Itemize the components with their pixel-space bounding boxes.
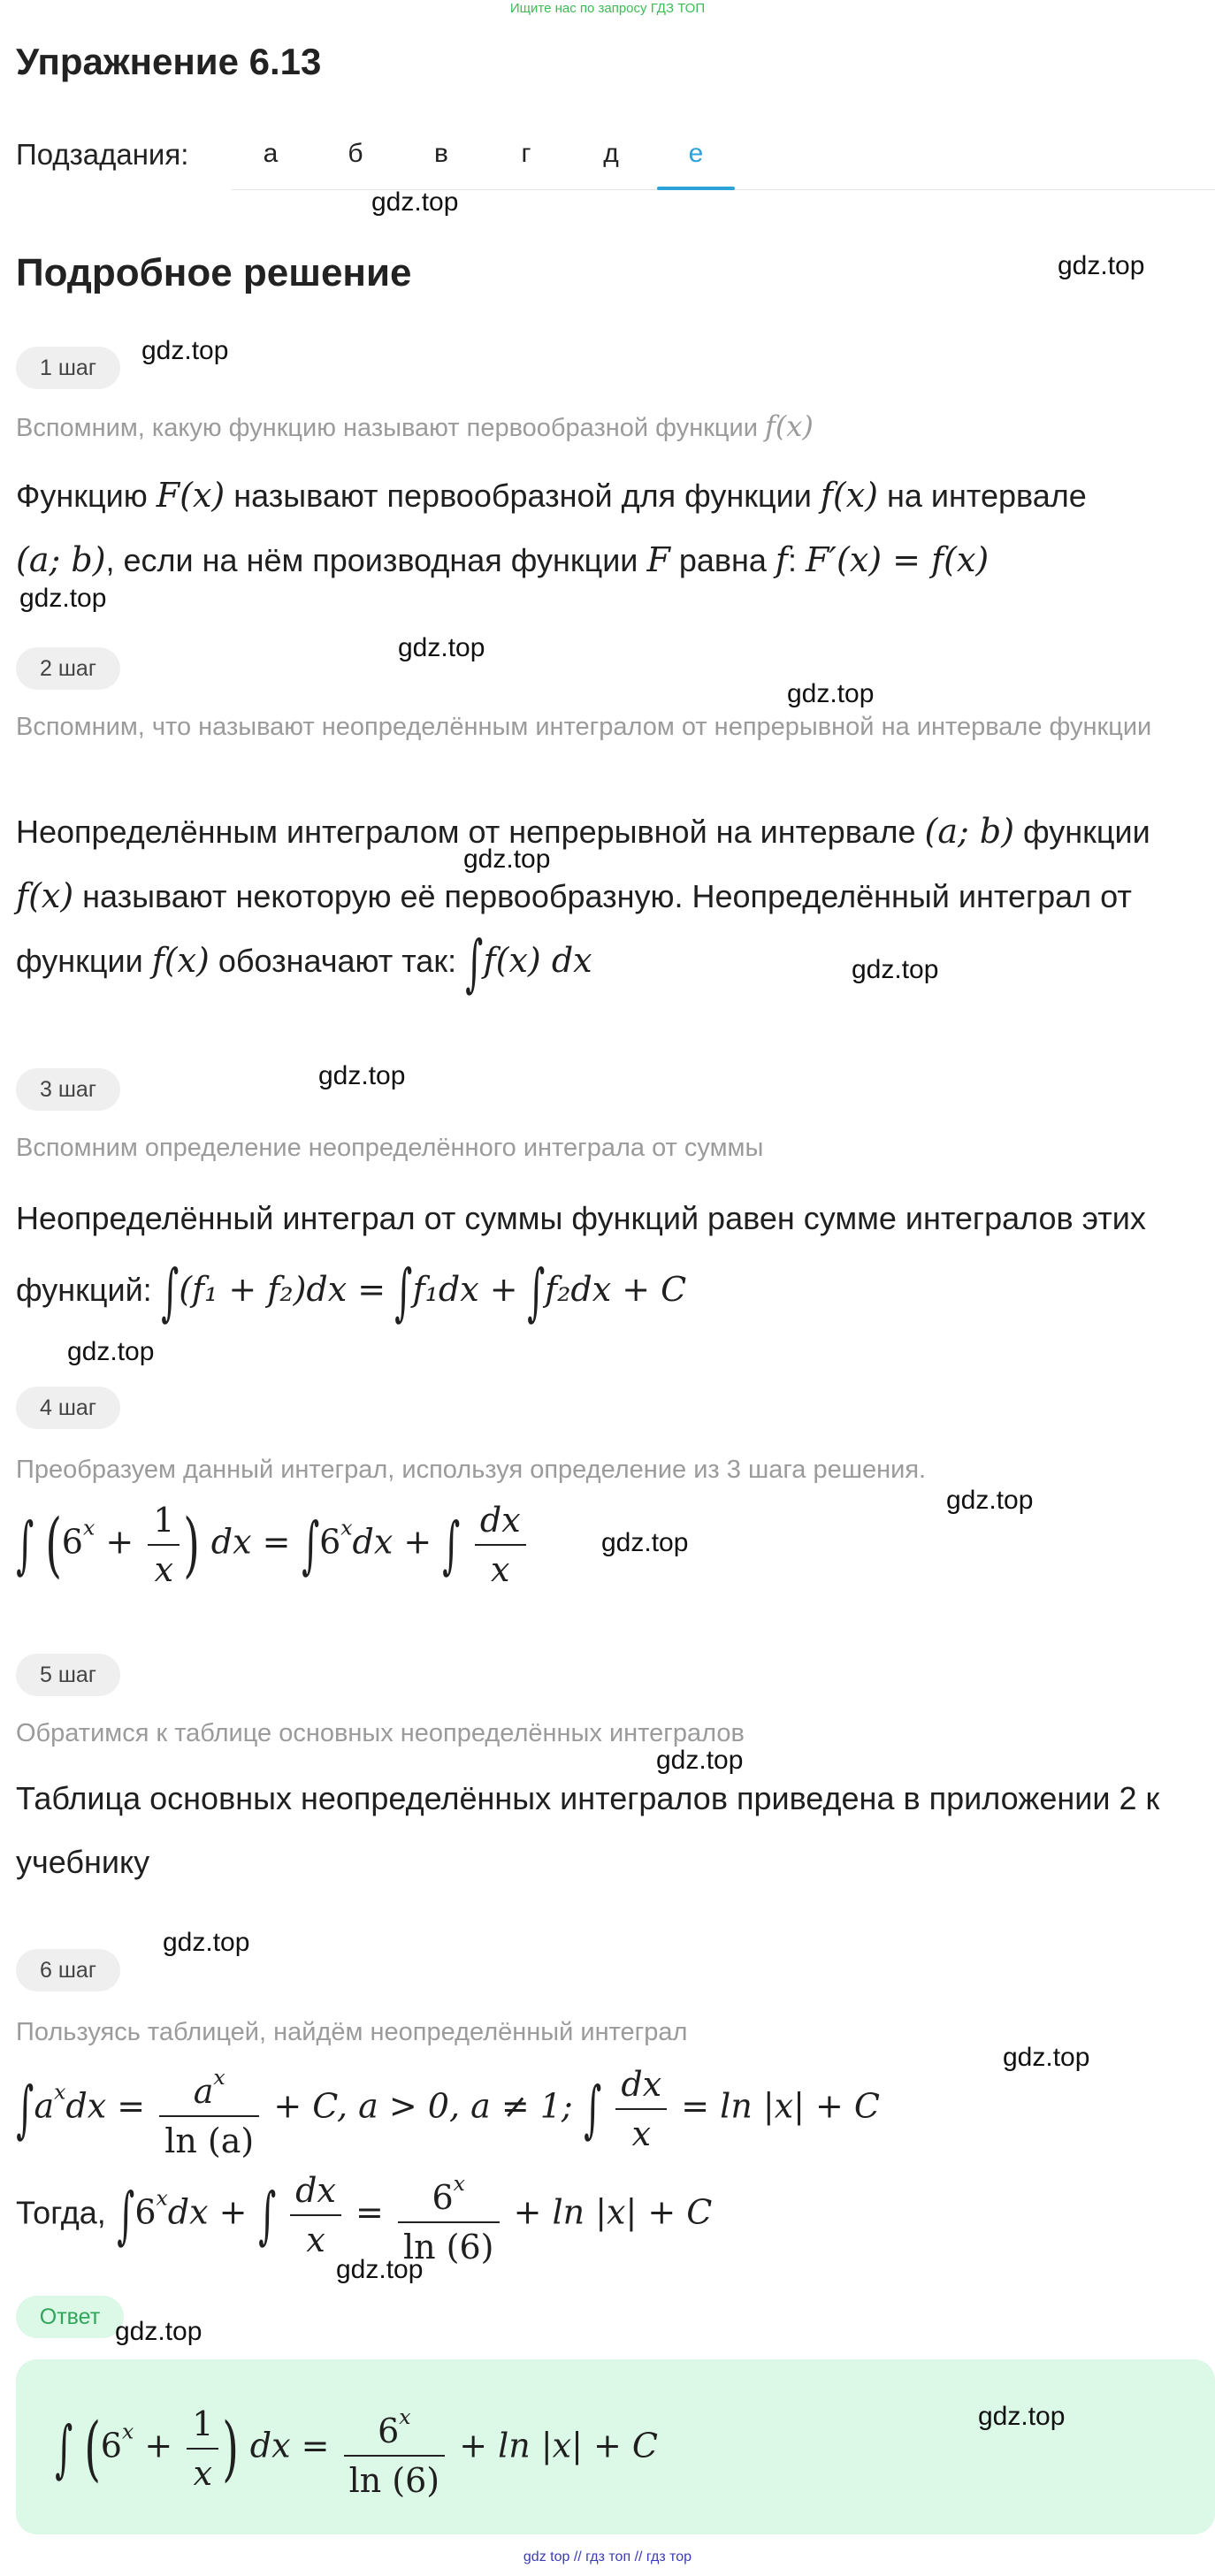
watermark: gdz.top (978, 2402, 1066, 2431)
step-5-text: Таблица основных неопределённых интегралов приведена в приложении 2 к учебнику (16, 1780, 1160, 1880)
integral-sign: ∫ (465, 927, 484, 1000)
step-2-badge: 2 шаг (16, 647, 120, 690)
watermark: gdz.top (398, 633, 485, 662)
answer-formula: ∫ (6$^x$ + $\frac{1}{x}$ ) dx = $\frac{6^x}{\ln (6)}$ + ln |x| + C (55, 2396, 658, 2501)
step-5-badge: 5 шаг (16, 1654, 120, 1696)
watermark: gdz.top (601, 1528, 689, 1557)
step-4-hint: Преобразуем данный интеграл, используя определение из 3 шага решения. (16, 1456, 927, 1484)
step-4-formula: ∫ (6$^x$ + $\frac{1}{x}$ ) dx = $\int 6^xdx$ + ∫ $\frac{dx}{x}$ (16, 1500, 530, 1590)
tab-d[interactable]: д (603, 139, 619, 168)
watermark: gdz.top (656, 1746, 744, 1775)
step-6-badge: 6 шаг (16, 1949, 120, 1991)
step-2-hint: Вспомним, что называют неопределённым интегралом от непрерывной на интервале функции (16, 713, 1152, 741)
page-title: Упражнение 6.13 (16, 41, 322, 82)
tab-e[interactable]: е (657, 117, 735, 189)
integral-sign: ∫ (442, 1509, 461, 1581)
integral-sign: ∫ (117, 2179, 135, 2252)
subtasks-label: Подзадания: (16, 138, 189, 171)
step-3-hint: Вспомним определение неопределённого интеграла от суммы (16, 1134, 764, 1162)
watermark: gdz.top (318, 1061, 406, 1090)
step-2-text: Неопределённым интегралом от непрерывной на интервале (a; b) функции f(x) называют некоторую её первообразную. Неопределённый интеграл от функции f(x) обозначают так: ∫f(x) dx (16, 812, 1150, 1000)
watermark: gdz.top (787, 679, 875, 708)
top-banner: Ищите нас по запросу ГДЗ ТОП (509, 1, 706, 16)
step-1-text: Функцию F(x) называют первообразной для функции f(x) на интервале (a; b), если на нём производная функции F равна f: F′(x) = f(x) (16, 476, 1087, 579)
step-1-badge: 1 шаг (16, 347, 120, 389)
watermark: gdz.top (946, 1486, 1034, 1515)
watermark: gdz.top (163, 1928, 250, 1957)
integral-sign: ∫ (301, 1509, 319, 1581)
answer-badge: Ответ (16, 2296, 124, 2338)
tab-a[interactable]: а (263, 139, 279, 168)
step-3-text: Неопределённый интеграл от суммы функций равен сумме интегралов этих функций: ∫(f₁ + f₂)dx = ∫f₁dx + ∫f₂dx + C (16, 1200, 1146, 1329)
watermark: gdz.top (463, 845, 551, 874)
step-3-badge: 3 шаг (16, 1068, 120, 1111)
watermark: gdz.top (1058, 251, 1145, 280)
watermark: gdz.top (141, 336, 229, 365)
footer-links[interactable]: gdz top // гдз топ // гдз тор (523, 2549, 692, 2565)
integral-sign: ∫ (394, 1256, 413, 1329)
result-formula: Тогда, $\int 6^xdx$ + ∫ $\frac{dx}{x}$ = $\frac{6^x}{\ln (6)}$ + ln |x| + C (16, 2163, 712, 2267)
tab-g[interactable]: г (521, 139, 531, 168)
watermark: gdz.top (852, 955, 939, 984)
integral-sign: ∫ (257, 2179, 276, 2252)
watermark: gdz.top (371, 187, 459, 217)
integral-sign: ∫ (16, 2073, 34, 2146)
integral-sign: ∫ (16, 1509, 34, 1581)
integral-sign: ∫ (584, 2073, 602, 2146)
subtask-tabs (232, 117, 1215, 190)
step-6-hint: Пользуясь таблицей, найдём неопределённый интеграл (16, 2018, 688, 2046)
watermark: gdz.top (1003, 2043, 1090, 2072)
watermark: gdz.top (19, 584, 107, 613)
step-1-hint: Вспомним, какую функцию называют первообразной функции f(x) (16, 409, 814, 443)
tab-v[interactable]: в (434, 139, 448, 168)
tab-b[interactable]: б (348, 139, 363, 168)
table-formula: $\int a^xdx$ = $\frac{a^x}{\ln (a)}$ + C, a > 0, a ≠ 1; ∫ $\frac{dx}{x}$ = ln |x| + C (16, 2057, 880, 2161)
integral-sign: ∫ (55, 2412, 73, 2486)
integral-sign: ∫ (526, 1256, 545, 1329)
step-5-hint: Обратимся к таблице основных неопределённых интегралов (16, 1719, 745, 1747)
integral-sign: ∫ (160, 1256, 179, 1329)
watermark: gdz.top (115, 2317, 202, 2346)
section-title: Подробное решение (16, 251, 412, 294)
watermark: gdz.top (336, 2255, 424, 2284)
watermark: gdz.top (67, 1337, 155, 1366)
step-4-badge: 4 шаг (16, 1387, 120, 1429)
